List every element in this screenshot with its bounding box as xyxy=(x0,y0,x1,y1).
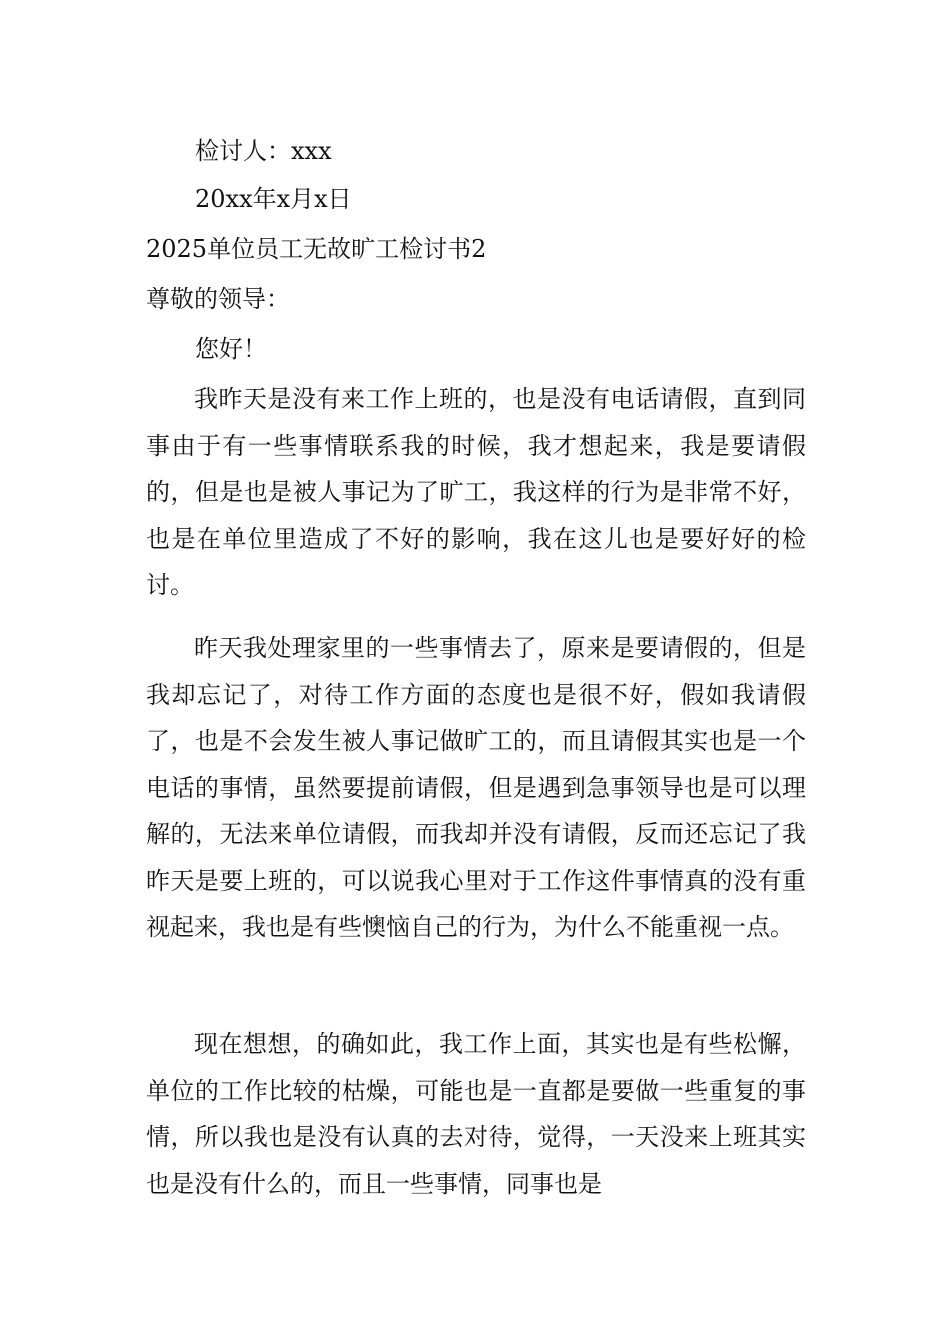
paragraph-3: 现在想想，的确如此，我工作上面，其实也是有些松懈，单位的工作比较的枯燥，可能也是一直都是要做一些重复的事情，所以我也是没有认真的去对待，觉得，一天没来上班其实也是没有什么的，而且一些事情，同事也是 xyxy=(146,1030,806,1198)
reviewer-signature: 检讨人：xxx xyxy=(195,137,332,165)
section-title: 2025单位员工无故旷工检讨书2 xyxy=(146,235,487,263)
salutation: 尊敬的领导： xyxy=(146,285,290,313)
signature-date: 20xx年x月x日 xyxy=(195,185,352,213)
paragraph-1: 我昨天是没有来工作上班的，也是没有电话请假，直到同事由于有一些事情联系我的时候，我才想起来，我是要请假的，但是也是被人事记为了旷工，我这样的行为是非常不好，也是在单位里造成了不好的影响，我在这儿也是要好好的检讨。 xyxy=(146,385,806,599)
paragraph-2: 昨天我处理家里的一些事情去了，原来是要请假的，但是我却忘记了，对待工作方面的态度也是很不好，假如我请假了，也是不会发生被人事记做旷工的，而且请假其实也是一个电话的事情，虽然要提前请假，但是遇到急事领导也是可以理解的，无法来单位请假，而我却并没有请假，反而还忘记了我昨天是要上班的，可以说我心里对于工作这件事情真的没有重视起来，我也是有些懊恼自己的行为，为什么不能重视一点。 xyxy=(146,634,806,941)
greeting: 您好！ xyxy=(195,335,267,363)
